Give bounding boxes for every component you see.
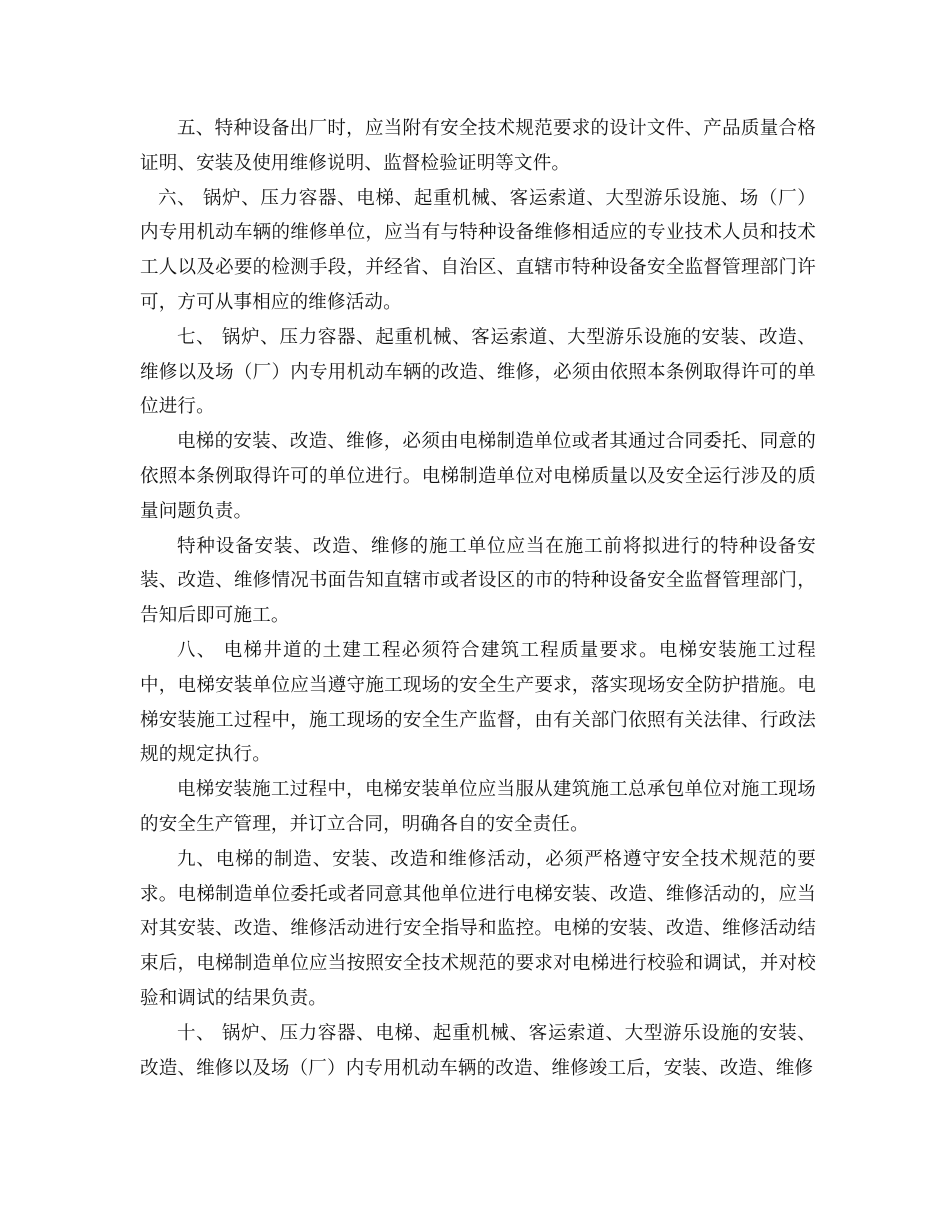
paragraph-9-elevator-activities: 九、电梯的制造、安装、改造和维修活动，必须严格遵守安全技术规范的要求。电梯制造单位委托或者同意其他单位进行电梯安装、改造、维修活动的，应当对其安装、改造、维修活动进行安全指导和监控。电梯的安装、改造、维修活动结束后，电梯制造单位应当按照安全技术规范的要求对电梯进行校验和调试，并对校验和调试的结果负责。 [140,848,816,1009]
paragraph-6-maintenance-units: 六、 锅炉、压力容器、电梯、起重机械、客运索道、大型游乐设施、场（厂）内专用机动车辆的维修单位，应当有与特种设备维修相适应的专业技术人员和技术工人以及必要的检测手段，并经省、自治区、直辖市特种设备安全监督管理部门许可，方可从事相应的维修活动。 [140,187,816,313]
document-page [140,112,816,1086]
paragraph-elevator-installation: 电梯的安装、改造、维修，必须由电梯制造单位或者其通过合同委托、同意的依照本条例取得许可的单位进行。电梯制造单位对电梯质量以及安全运行涉及的质量问题负责。 [140,431,816,522]
paragraph-site-safety-management: 电梯安装施工过程中，电梯安装单位应当服从建筑施工总承包单位对施工现场的安全生产管理，并订立合同，明确各自的安全责任。 [140,779,816,835]
paragraph-7-installation-permits: 七、 锅炉、压力容器、起重机械、客运索道、大型游乐设施的安装、改造、维修以及场（厂）内专用机动车辆的改造、维修，必须由依照本条例取得许可的单位进行。 [140,326,816,418]
paragraph-10-completion: 十、 锅炉、压力容器、电梯、起重机械、客运索道、大型游乐设施的安装、改造、维修以及场（厂）内专用机动车辆的改造、维修竣工后，安装、改造、维修 [140,1022,816,1079]
paragraph-5-factory-documents: 五、特种设备出厂时，应当附有安全技术规范要求的设计文件、产品质量合格证明、安装及使用维修说明、监督检验证明等文件。 [140,118,816,174]
paragraph-8-elevator-shaft: 八、 电梯井道的土建工程必须符合建筑工程质量要求。电梯安装施工过程中，电梯安装单位应当遵守施工现场的安全生产要求，落实现场安全防护措施。电梯安装施工过程中，施工现场的安全生产监督，由有关部门依照有关法律、行政法规的规定执行。 [140,639,816,766]
paragraph-construction-notice: 特种设备安装、改造、维修的施工单位应当在施工前将拟进行的特种设备安装、改造、维修情况书面告知直辖市或者设区的市的特种设备安全监督管理部门，告知后即可施工。 [140,535,816,627]
